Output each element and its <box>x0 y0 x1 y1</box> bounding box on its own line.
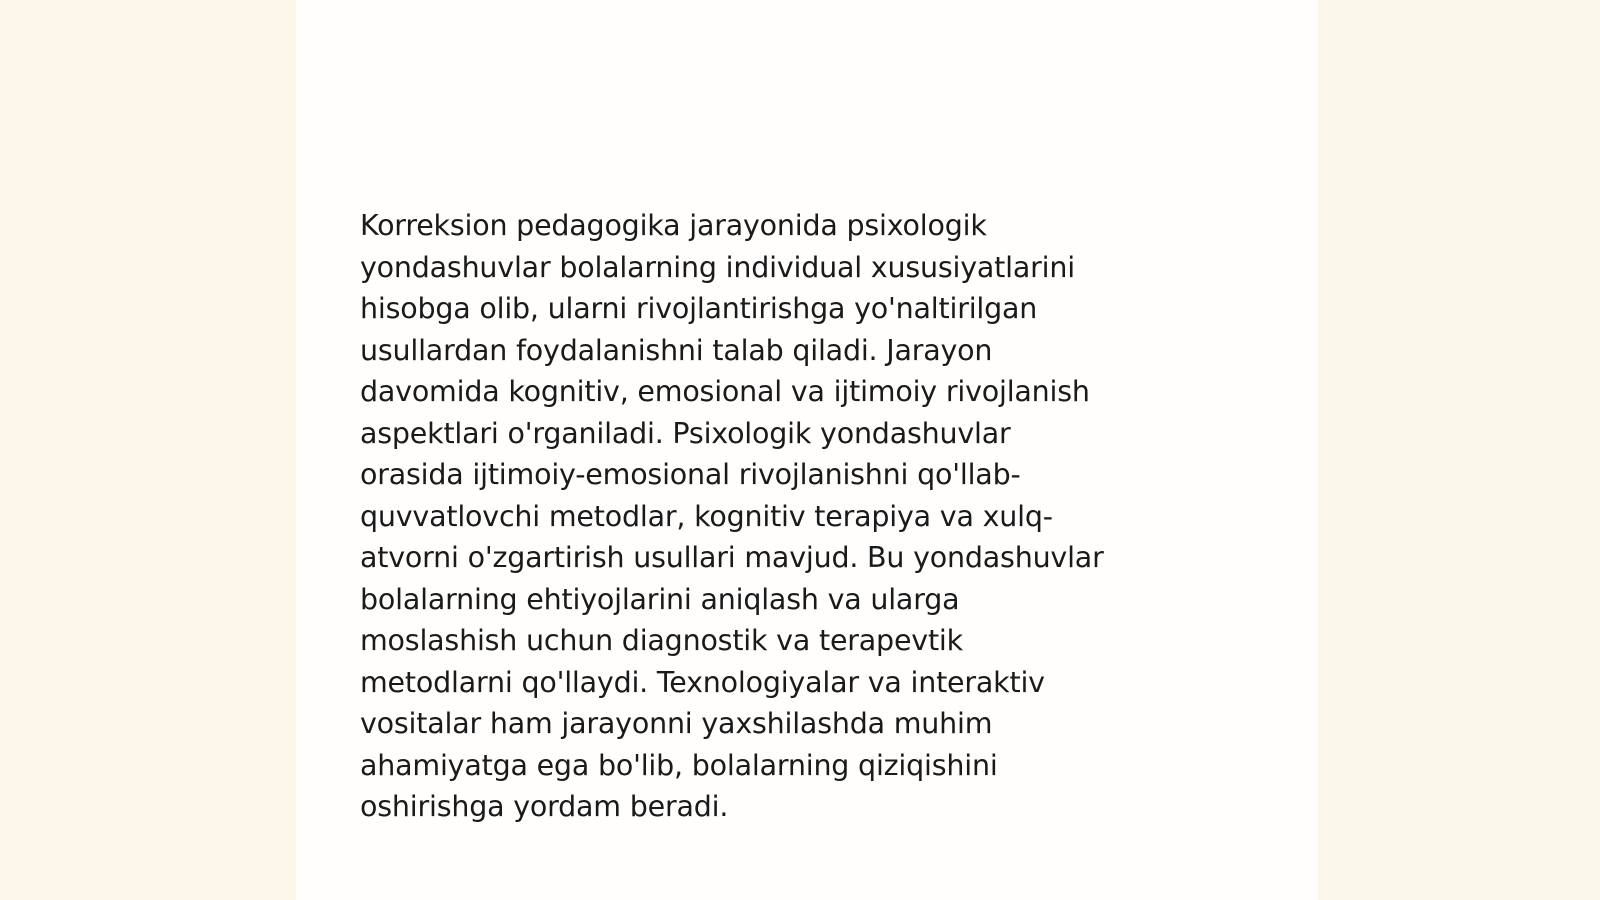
right-margin-background <box>1318 0 1600 900</box>
left-margin-background <box>0 0 296 900</box>
slide-page <box>296 0 1318 900</box>
slide-body-text: Korreksion pedagogika jarayonida psixologik yondashuvlar bolalarning individual xususiyatlarini hisobga olib, ularni rivojlantirishga yo'naltirilgan usullardan foydalanishni talab qiladi. Jarayon davomida kognitiv, emosional va ijtimoiy rivojlanish aspektlari o'rganiladi. Psixologik yondashuvlar orasida ijtimoiy-emosional rivojlanishni qo'llab- quvvatlovchi metodlar, kognitiv terapiya va xulq- atvorni o'zgartirish usullari mavjud. Bu yondashuvlar bolalarning ehtiyojlarini aniqlash va ularga moslashish uchun diagnostik va terapevtik metodlarni qo'llaydi. Texnologiyalar va interaktiv vositalar ham jarayonni yaxshilashda muhim ahamiyatga ega bo'lib, bolalarning qiziqishini oshirishga yordam beradi. <box>360 209 1104 823</box>
